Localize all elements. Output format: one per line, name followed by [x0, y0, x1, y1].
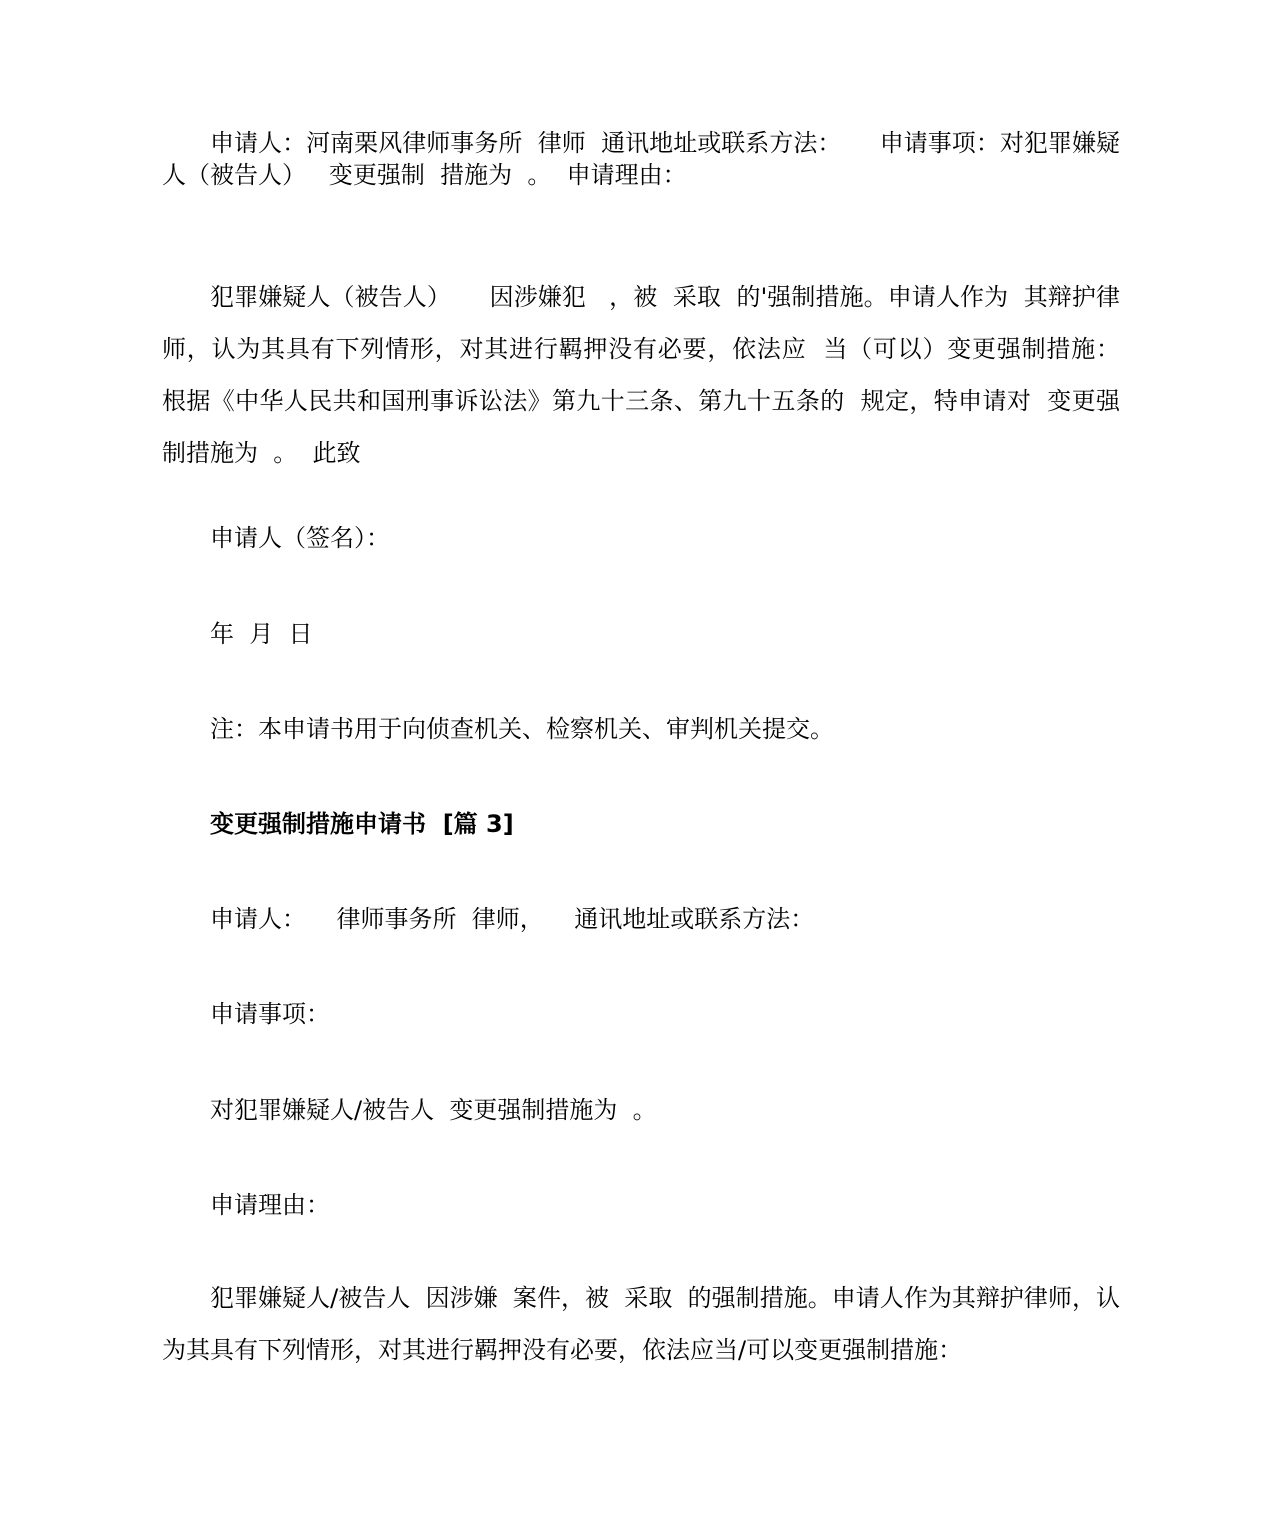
note-paragraph: 注：本申请书用于向侦查机关、检察机关、审判机关提交。 [210, 715, 834, 743]
application-reason-text: 犯罪嫌疑人/被告人 因涉嫌 案件，被 采取 的强制措施。申请人作为其辩护律师，认为其具有下列情形，对其进行羁押没有必要，依法应当/可以变更强制措施： [162, 1284, 1120, 1364]
applicant-line: 申请人： 律师事务所 律师， 通讯地址或联系方法： [210, 905, 815, 933]
application-matters-label: 申请事项： [210, 1000, 330, 1028]
applicant-info-paragraph: 申请人：河南栗风律师事务所 律师 通讯地址或联系方法： 申请事项：对犯罪嫌疑人（被告人） 变更强制 措施为 。 申请理由： [162, 129, 1120, 189]
section-heading: 变更强制措施申请书 [篇 3] [210, 810, 514, 838]
application-matters-text: 对犯罪嫌疑人/被告人 变更强制措施为 。 [210, 1096, 657, 1124]
signature-line: 申请人（签名）： [210, 524, 390, 552]
reason-paragraph: 犯罪嫌疑人（被告人） 因涉嫌犯 ，被 采取 的'强制措施。申请人作为 其辩护律师，认为其具有下列情形，对其进行羁押没有必要，依法应 当（可以）变更强制措施： 根据《中华人民共和国刑事诉讼法》第九十三条、第九十五条的 规定，特申请对 变更强制措施为 。 此致 [162, 283, 1159, 467]
application-reason-label: 申请理由： [210, 1191, 330, 1219]
date-line: 年 月 日 [210, 620, 313, 648]
